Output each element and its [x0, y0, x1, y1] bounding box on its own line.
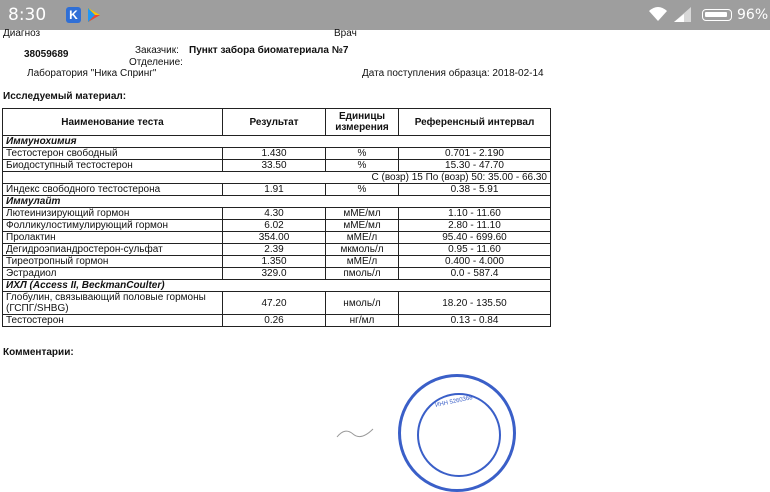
wifi-icon	[648, 6, 668, 27]
test-name-cell: Эстрадиол	[3, 268, 223, 280]
unit-cell: пмоль/л	[326, 268, 399, 280]
table-row	[3, 256, 551, 268]
unit-cell: мМЕ/мл	[326, 220, 399, 232]
reference-cell: 0.400 - 4.000	[399, 256, 551, 268]
table-row	[3, 208, 551, 220]
order-number: 38059689	[24, 49, 69, 60]
unit-cell: %	[326, 148, 399, 160]
test-name-cell: Тиреотропный гормон	[3, 256, 223, 268]
col-header-reference: Референсный интервал	[399, 109, 551, 136]
table-row	[3, 160, 551, 172]
table-row	[3, 232, 551, 244]
battery-percent: 96%	[737, 7, 769, 23]
result-cell: 1.350	[223, 256, 326, 268]
result-cell: 4.30	[223, 208, 326, 220]
section-title: Иммулайт	[3, 196, 551, 208]
reference-cell: 0.0 - 587.4	[399, 268, 551, 280]
table-row	[3, 292, 551, 315]
section-row	[3, 280, 551, 292]
k-app-icon: K	[66, 7, 81, 23]
unit-cell: нмоль/л	[326, 292, 399, 315]
note-row	[3, 172, 551, 184]
signal-icon	[674, 7, 692, 27]
clinic-stamp	[398, 374, 516, 492]
table-row	[3, 244, 551, 256]
reference-note: С (возр) 15 По (возр) 50: 35.00 - 66.30	[3, 172, 551, 184]
comments-label: Комментарии:	[3, 347, 74, 358]
reference-cell: 15.30 - 47.70	[399, 160, 551, 172]
result-cell: 1.91	[223, 184, 326, 196]
result-cell: 2.39	[223, 244, 326, 256]
doctor-label: Врач	[334, 28, 357, 39]
table-row	[3, 184, 551, 196]
diagnosis-label: Диагноз	[3, 28, 41, 39]
section-row	[3, 136, 551, 148]
status-bar	[0, 0, 770, 30]
result-cell: 33.50	[223, 160, 326, 172]
play-store-icon	[87, 7, 101, 28]
signature-mark	[335, 425, 375, 442]
lab-report-page	[0, 30, 770, 433]
test-name-cell: Тестостерон	[3, 315, 223, 327]
reference-cell: 1.10 - 11.60	[399, 208, 551, 220]
reference-cell: 95.40 - 699.60	[399, 232, 551, 244]
battery-icon	[702, 9, 732, 21]
col-header-result: Результат	[223, 109, 326, 136]
test-name-cell: Дегидроэпиандростерон-сульфат	[3, 244, 223, 256]
test-name-cell: Пролактин	[3, 232, 223, 244]
results-table	[2, 108, 551, 327]
result-cell: 1.430	[223, 148, 326, 160]
material-title: Исследуемый материал:	[3, 91, 127, 102]
unit-cell: мкмоль/л	[326, 244, 399, 256]
reference-cell: 0.701 - 2.190	[399, 148, 551, 160]
unit-cell: %	[326, 160, 399, 172]
col-header-units: Единицы измерения	[326, 109, 399, 136]
table-header-row	[3, 109, 551, 136]
test-name-cell: Тестостерон свободный	[3, 148, 223, 160]
test-name-cell: Биодоступный тестостерон	[3, 160, 223, 172]
unit-cell: мМЕ/л	[326, 256, 399, 268]
reference-cell: 0.38 - 5.91	[399, 184, 551, 196]
result-cell: 6.02	[223, 220, 326, 232]
lab-name: Лаборатория "Ника Спринг"	[27, 68, 157, 79]
sample-date: Дата поступления образца: 2018-02-14	[362, 68, 544, 79]
reference-cell: 0.95 - 11.60	[399, 244, 551, 256]
results-body	[3, 136, 551, 327]
result-cell: 354.00	[223, 232, 326, 244]
reference-cell: 0.13 - 0.84	[399, 315, 551, 327]
section-title: ИХЛ (Access II, BeckmanCoulter)	[3, 280, 551, 292]
department-label: Отделение:	[129, 57, 183, 68]
customer-label: Заказчик:	[135, 45, 179, 56]
unit-cell: мМЕ/л	[326, 232, 399, 244]
test-name-cell: Лютеинизирующий гормон	[3, 208, 223, 220]
table-row	[3, 315, 551, 327]
test-name-cell: Фолликулостимулирующий гормон	[3, 220, 223, 232]
customer-value: Пункт забора биоматериала №7	[189, 45, 349, 56]
test-name-cell: Индекс свободного тестостерона	[3, 184, 223, 196]
test-name-cell: Глобулин, связывающий половые гормоны (ГСПГ/SHBG)	[3, 292, 223, 315]
unit-cell: нг/мл	[326, 315, 399, 327]
unit-cell: мМЕ/мл	[326, 208, 399, 220]
result-cell: 47.20	[223, 292, 326, 315]
status-time: 8:30	[8, 5, 47, 25]
result-cell: 329.0	[223, 268, 326, 280]
section-title: Иммунохимия	[3, 136, 551, 148]
stamp-mark: ИНН 5260368	[434, 395, 474, 409]
stamp-inner-ring	[417, 393, 501, 477]
table-row	[3, 220, 551, 232]
section-row	[3, 196, 551, 208]
table-row	[3, 268, 551, 280]
reference-cell: 2.80 - 11.10	[399, 220, 551, 232]
col-header-test: Наименование теста	[3, 109, 223, 136]
reference-cell: 18.20 - 135.50	[399, 292, 551, 315]
table-row	[3, 148, 551, 160]
result-cell: 0.26	[223, 315, 326, 327]
unit-cell: %	[326, 184, 399, 196]
